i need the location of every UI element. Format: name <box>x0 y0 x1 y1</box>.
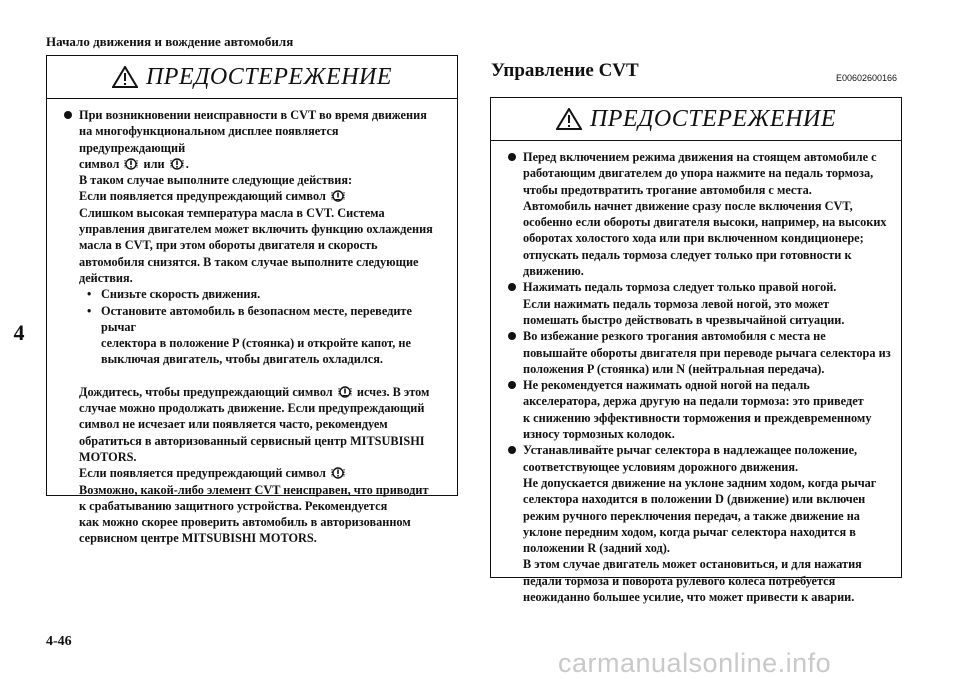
transmission-temperature-icon <box>338 385 352 399</box>
text-line: режим ручного переключения передач, а также движение на <box>523 508 860 523</box>
text-line: автомобиля снизятся. В таком случае выполните следующие <box>79 254 419 269</box>
text-line: положения P (стоянка) или N (нейтральная передача). <box>523 361 825 376</box>
left-warning-header <box>47 56 457 99</box>
text-line: износу тормозных колодок. <box>523 427 675 442</box>
transmission-warning-icon <box>331 466 345 480</box>
left-warning-box <box>46 55 458 546</box>
list-item <box>505 328 893 377</box>
text-line: Автомобиль начнет движение сразу после включения CVT, <box>523 198 853 213</box>
text-fragment: Если появляется предупреждающий символ <box>79 466 326 481</box>
text-line: оборотах холостого хода или при включенном кондиционере; <box>523 231 864 246</box>
text-line: акселератора, держа другую на педали тормоза: это приведет <box>523 394 864 409</box>
list-item <box>505 279 893 328</box>
text-line: как можно скорее проверить автомобиль в авторизованном <box>79 515 411 530</box>
text-line: положении R (задний ход). <box>523 541 670 556</box>
list-item <box>61 107 447 547</box>
right-warning-box <box>490 97 902 605</box>
list-item <box>505 442 893 605</box>
text-line: селектора находится в положении D (движение) или включен <box>523 492 866 507</box>
text-line: • Снизьте скорость движения. <box>101 287 261 302</box>
text-line: педали тормоза и поворота рулевого колеса потребуется <box>523 573 836 588</box>
section-code: E00602600166 <box>836 73 898 83</box>
text-line: MOTORS. <box>79 449 137 464</box>
text-line: особенно если обороты двигателя высоки, например, на высоких <box>523 215 887 230</box>
right-warning-title: ПРЕДОСТЕРЕЖЕНИЕ <box>589 105 837 132</box>
text-line <box>79 156 447 172</box>
list-item <box>505 377 893 442</box>
text-line: Возможно, какой-либо элемент CVT неисправен, что приводит <box>79 482 429 497</box>
text-line: на многофункциональном дисплее появляется предупреждающий <box>79 124 339 155</box>
text-line: неожиданно большее усилие, что может привести к аварии. <box>523 590 855 605</box>
spacer <box>79 368 447 384</box>
left-warning-title: ПРЕДОСТЕРЕЖЕНИЕ <box>145 63 393 90</box>
text-line: Нажимать педаль тормоза следует только правой ногой. <box>523 280 837 295</box>
watermark: carmanualsonline.info <box>558 648 832 678</box>
text-line <box>79 465 447 481</box>
text-line: сервисном центре MITSUBISHI MOTORS. <box>79 531 317 546</box>
text-line: Не допускается движение на уклоне задним ходом, когда рычаг <box>523 475 877 490</box>
left-warning-body <box>47 99 457 547</box>
text-line: выключая двигатель, чтобы двигатель охладился. <box>101 352 383 367</box>
text-line: отпускать педаль тормоза следует только при готовности к <box>523 247 852 262</box>
list-item <box>505 149 893 279</box>
text-line: масла в CVT, при этом обороты двигателя и скорость <box>79 238 378 253</box>
sub-list-item <box>79 286 447 302</box>
text-line: движению. <box>523 264 584 279</box>
text-line <box>79 188 447 204</box>
text-line: действия. <box>79 270 133 285</box>
text-fragment: Дождитесь, чтобы предупреждающий символ <box>79 384 333 399</box>
text-line: При возникновении неисправности в CVT во время движения <box>79 108 427 122</box>
text-fragment: исчез. В этом <box>356 384 430 399</box>
text-line: Устанавливайте рычаг селектора в надлежащее положение, <box>523 443 858 458</box>
sub-list-item <box>79 303 447 368</box>
text-line: обратиться в авторизованный сервисный центр MITSUBISHI <box>79 433 425 448</box>
text-line: чтобы предотвратить трогание автомобиля с места. <box>523 182 812 197</box>
text-fragment: Если появляется предупреждающий символ <box>79 189 326 204</box>
text-line: Перед включением режима движения на стоящем автомобиле с <box>523 150 877 164</box>
transmission-temperature-icon <box>331 189 345 203</box>
transmission-warning-icon <box>124 157 138 171</box>
text-line: к срабатыванию защитного устройства. Рекомендуется <box>79 498 388 513</box>
text-line <box>79 384 447 400</box>
chapter-tab: 4 <box>0 303 38 363</box>
text-line: уклоне передним ходом, когда рычаг селектора находится в <box>523 524 856 539</box>
page-number: 4-46 <box>46 634 72 649</box>
text-line: Если нажимать педаль тормоза левой ногой, это может <box>523 296 830 311</box>
text-line: В этом случае двигатель может остановиться, и для нажатия <box>523 557 862 572</box>
text-line: помешать быстро действовать в чрезвычайной ситуации. <box>523 312 845 327</box>
right-warning-body <box>491 141 901 605</box>
page-header: Начало движения и вождение автомобиля <box>46 34 294 49</box>
text-line: • Остановите автомобиль в безопасном месте, переведите рычаг <box>101 303 412 334</box>
text-line: управления двигателем может включить функцию охлаждения <box>79 222 433 237</box>
text-line: Слишком высокая температура масла в CVT. Система <box>79 205 385 220</box>
text-line: к снижению эффективности торможения и преждевременному <box>523 410 872 425</box>
text-line: работающим двигателем до упора нажмите на педаль тормоза, <box>523 166 874 181</box>
transmission-warning-icon <box>170 157 184 171</box>
text-line: соответствующее условиям дорожного движения. <box>523 459 799 474</box>
text-line: Во избежание резкого трогания автомобиля с места не <box>523 329 826 344</box>
right-warning-header <box>491 98 901 141</box>
text-fragment: символ <box>79 156 120 171</box>
warning-triangle-icon <box>112 66 138 88</box>
section-title: Управление CVT <box>491 60 639 81</box>
text-line: повышайте обороты двигателя при переводе рычага селектора из <box>523 345 891 360</box>
text-line: случае можно продолжать движение. Если предупреждающий <box>79 401 425 416</box>
text-line: В таком случае выполните следующие действия: <box>79 173 353 188</box>
warning-triangle-icon <box>556 108 582 130</box>
text-line: селектора в положение P (стоянка) и откройте капот, не <box>101 336 411 351</box>
text-fragment: . <box>185 156 189 171</box>
text-fragment: или <box>143 156 165 171</box>
text-line: Не рекомендуется нажимать одной ногой на педаль <box>523 378 810 393</box>
text-line: символ не исчезает или появляется часто, рекомендуем <box>79 417 388 432</box>
